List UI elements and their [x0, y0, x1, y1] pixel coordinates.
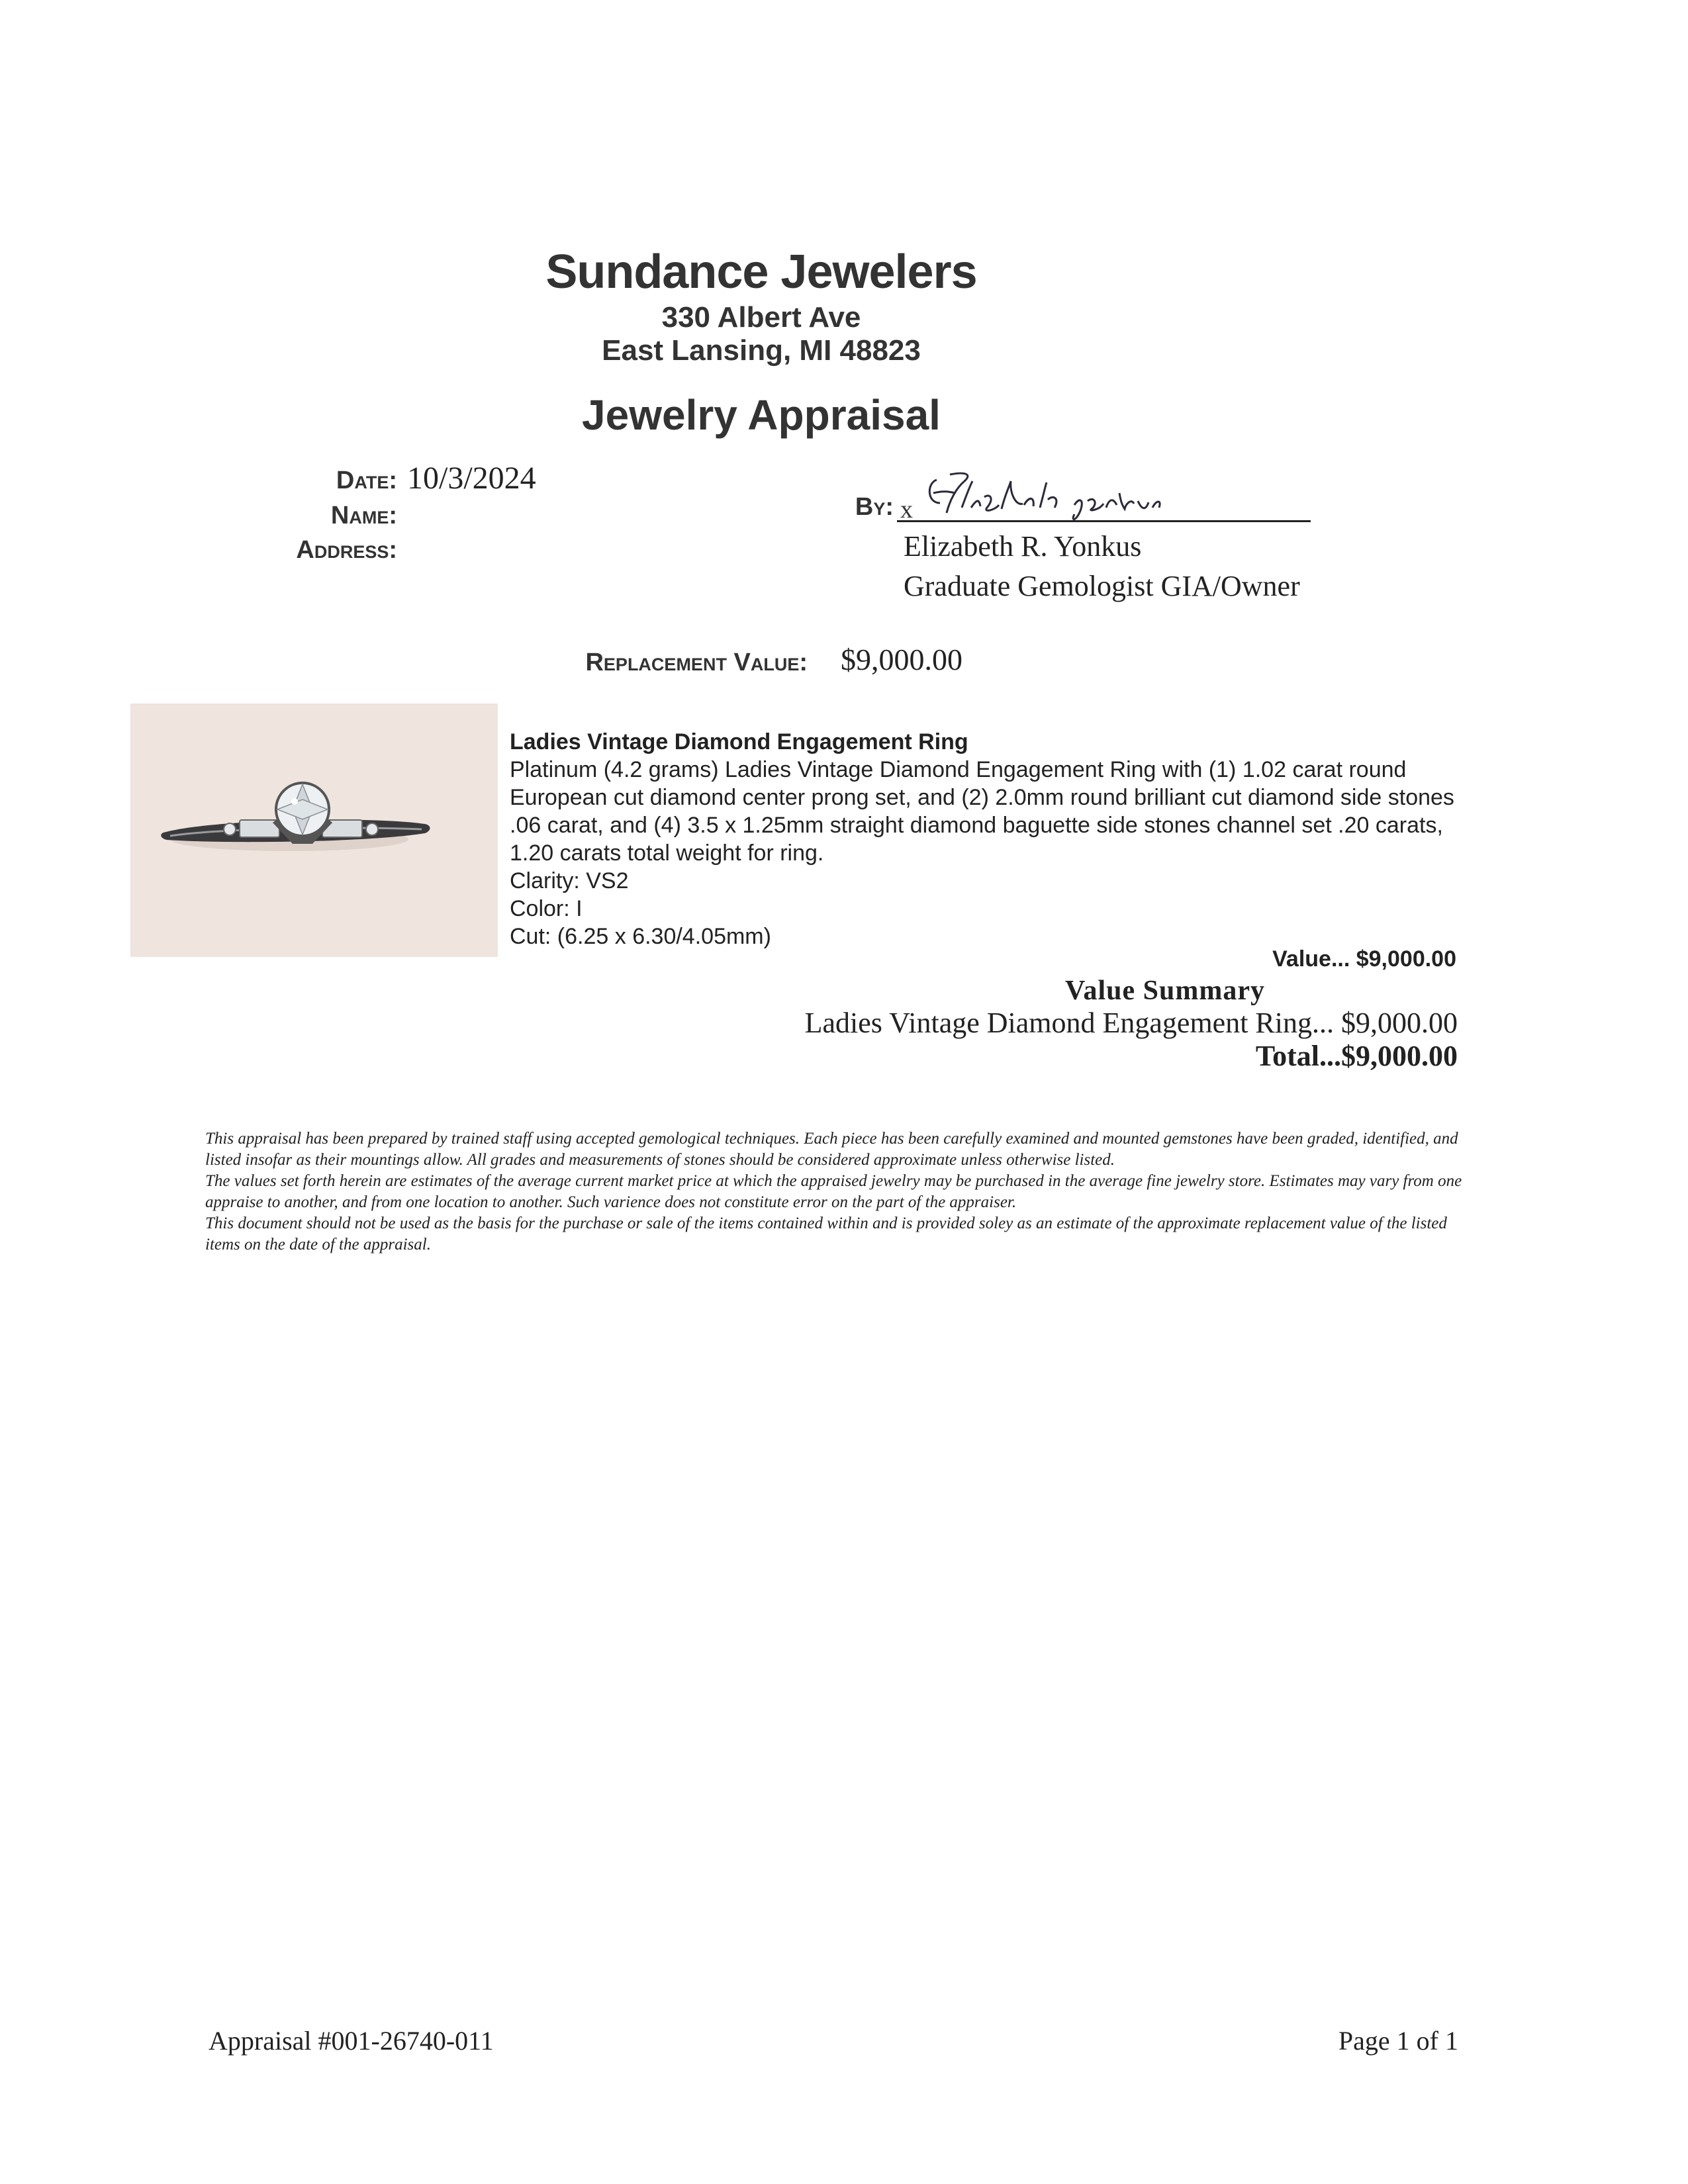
value-summary-row: Ladies Vintage Diamond Engagement Ring... $9,000.00 [804, 1007, 1458, 1039]
date-value: 10/3/2024 [407, 461, 536, 496]
disclaimer [205, 1128, 1463, 1255]
replacement-value: $9,000.00 [841, 643, 962, 676]
value-summary-heading: Value Summary [1065, 976, 1265, 1006]
item-color: Color: I [510, 896, 583, 921]
value-summary-total: Total...$9,000.00 [1255, 1040, 1458, 1072]
item-description-block [510, 728, 1463, 950]
appraiser-name: Elizabeth R. Yonkus [904, 530, 1142, 563]
disclaimer-paragraph: The values set forth herein are estimates of the average current market price at which the appraised jewelry may be purchased in the average fine jewelry store. Estimates may vary from one appraise to another, and from one location to another. Such varience does not constitute error on the part of the appraiser. [205, 1172, 1462, 1211]
item-clarity: Clarity: VS2 [510, 868, 629, 893]
item-description: Platinum (4.2 grams) Ladies Vintage Diamond Engagement Ring with (1) 1.02 carat round European cut diamond center prong set, and (2) 2.0mm round brilliant cut diamond side stones .06 carat, and (4) 3.5 x 1.25mm straight diamond baguette side stones channel set .20 carats, 1.20 carats total weight for ring. [510, 757, 1454, 866]
signature-line [897, 520, 1311, 522]
date-label: Date: [336, 467, 397, 494]
ring-photo [130, 704, 498, 957]
document-title: Jewelry Appraisal [582, 391, 941, 439]
company-address-line2: East Lansing, MI 48823 [602, 334, 921, 367]
item-title: Ladies Vintage Diamond Engagement Ring [510, 729, 968, 754]
signature-prefix: x [900, 496, 913, 523]
replacement-value-label: Replacement Value: [585, 649, 808, 676]
appraisal-number: Appraisal #001-26740-011 [209, 2026, 494, 2056]
appraiser-title: Graduate Gemologist GIA/Owner [904, 570, 1300, 602]
address-label: Address: [296, 536, 397, 564]
item-value: Value... $9,000.00 [1272, 946, 1456, 972]
page-number: Page 1 of 1 [1338, 2026, 1458, 2056]
signature [923, 467, 1201, 526]
by-label: By: [855, 493, 894, 521]
name-label: Name: [330, 502, 397, 529]
item-cut: Cut: (6.25 x 6.30/4.05mm) [510, 924, 771, 949]
company-name: Sundance Jewelers [545, 246, 977, 298]
disclaimer-paragraph: This document should not be used as the basis for the purchase or sale of the items contained within and is provided soley as an estimate of the approximate replacement value of the listed items on the date of the appraisal. [205, 1214, 1447, 1253]
disclaimer-paragraph: This appraisal has been prepared by trained staff using accepted gemological techniques. Each piece has been carefully examined and mounted gemstones have been graded, identified, and listed insofar as their mountings allow. All grades and measurements of stones should be considered approximate unless otherwise listed. [205, 1130, 1458, 1169]
company-address-line1: 330 Albert Ave [661, 301, 861, 334]
